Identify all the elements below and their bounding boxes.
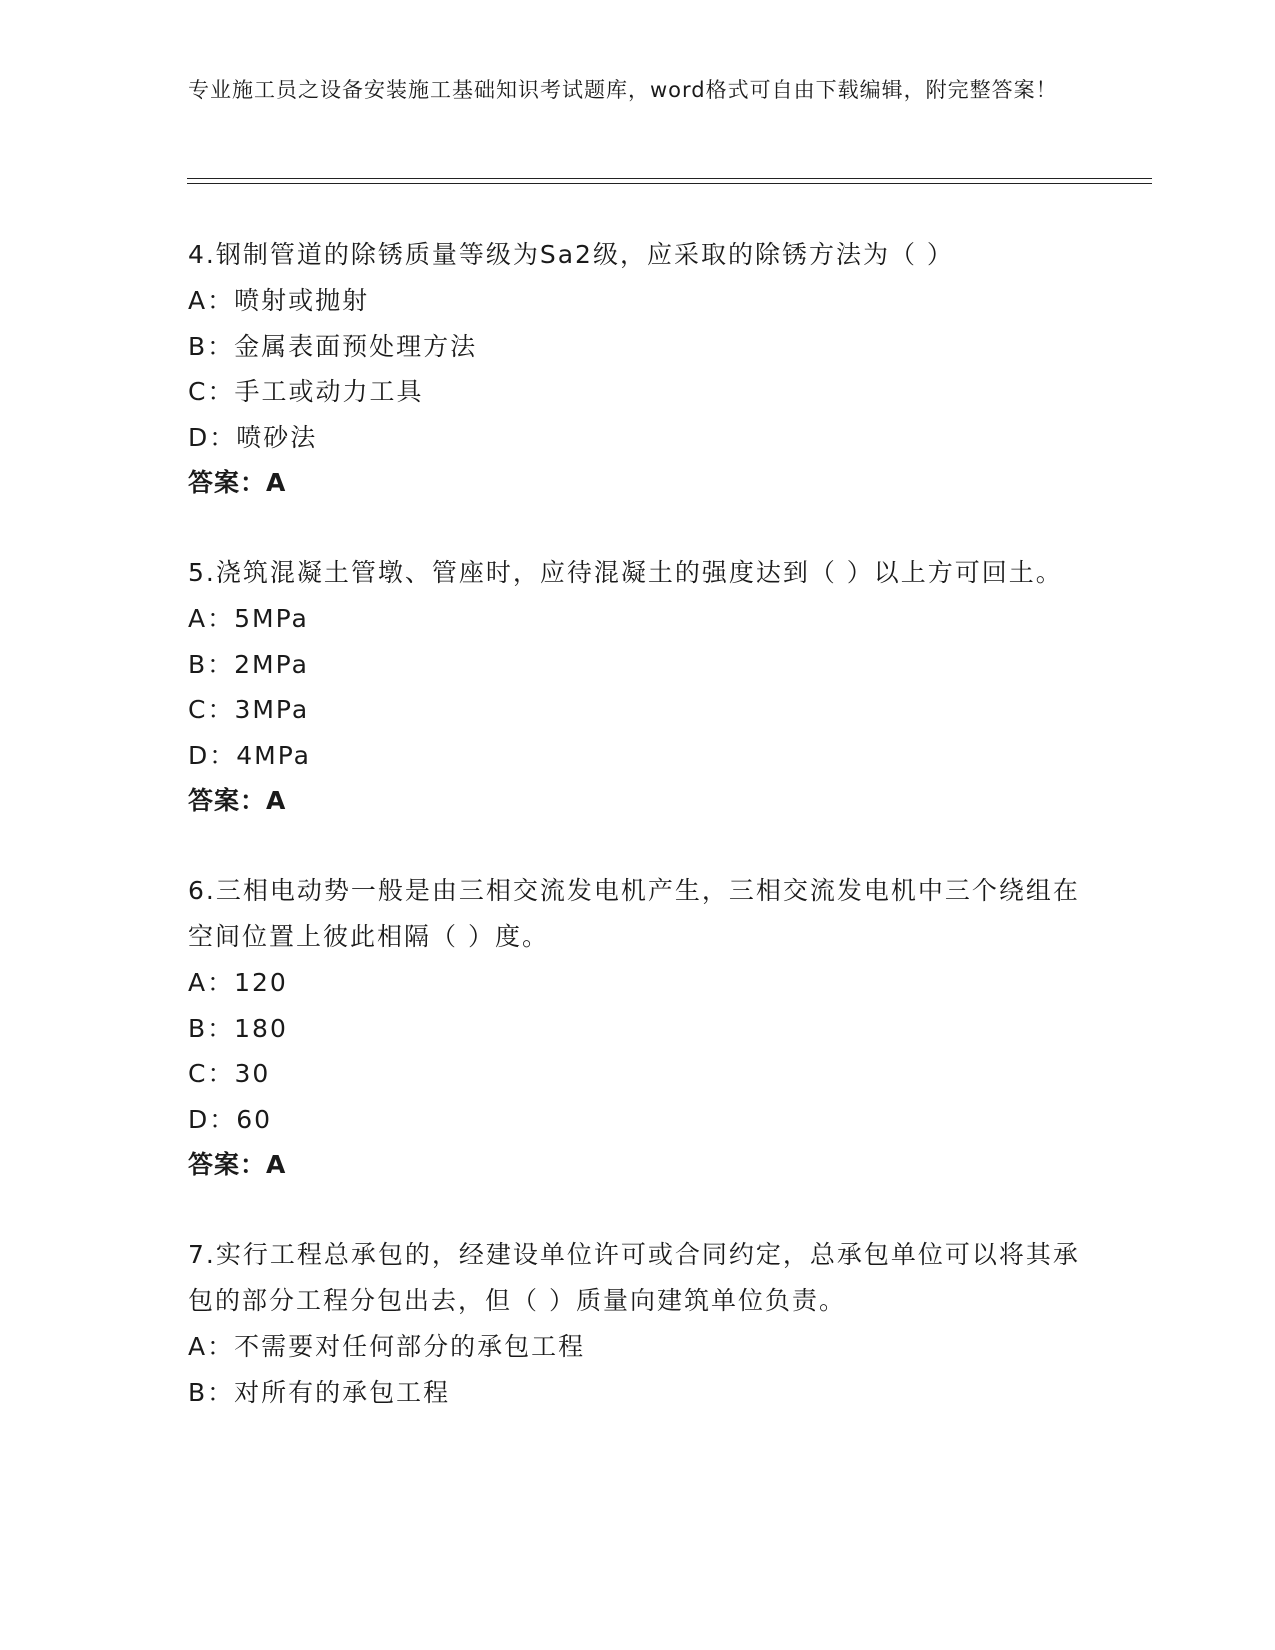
header-rule-bottom (187, 183, 1152, 184)
question-stem: 5.浇筑混凝土管墩、管座时，应待混凝土的强度达到（ ）以上方可回土。 (188, 558, 1063, 587)
answer-line: 答案：A (188, 468, 287, 497)
header-rule-top (187, 178, 1152, 179)
option-d: D：4MPa (188, 740, 311, 770)
question-stem: 4.钢制管道的除锈质量等级为Sa2级，应采取的除锈方法为（ ） (188, 240, 954, 269)
option-a: A：不需要对任何部分的承包工程 (188, 1332, 586, 1361)
option-b: B：2MPa (188, 649, 309, 679)
option-a: A：120 (188, 968, 288, 997)
option-a: A：喷射或抛射 (188, 286, 370, 315)
option-c: C：手工或动力工具 (188, 377, 424, 406)
question-4 (188, 232, 1088, 506)
question-7 (188, 1232, 1088, 1415)
option-b: B：180 (188, 1013, 288, 1043)
question-5 (188, 550, 1088, 824)
option-b: B：对所有的承包工程 (188, 1377, 451, 1407)
answer-line: 答案：A (188, 1150, 287, 1179)
question-list (188, 232, 1088, 1459)
option-d: D：60 (188, 1104, 273, 1134)
option-a: A：5MPa (188, 604, 309, 633)
option-d: D：喷砂法 (188, 422, 318, 452)
question-stem: 7.实行工程总承包的，经建设单位许可或合同约定，总承包单位可以将其承包的部分工程分包出去，但（ ）质量向建筑单位负责。 (188, 1240, 1080, 1315)
option-c: C：30 (188, 1059, 271, 1088)
answer-line: 答案：A (188, 786, 287, 815)
document-header: 专业施工员之设备安装施工基础知识考试题库，word格式可自由下载编辑，附完整答案！ (188, 78, 1058, 102)
option-c: C：3MPa (188, 695, 310, 724)
option-b: B：金属表面预处理方法 (188, 331, 478, 361)
question-stem: 6.三相电动势一般是由三相交流发电机产生，三相交流发电机中三个绕组在空间位置上彼此相隔（ ）度。 (188, 876, 1080, 951)
question-6 (188, 868, 1088, 1188)
